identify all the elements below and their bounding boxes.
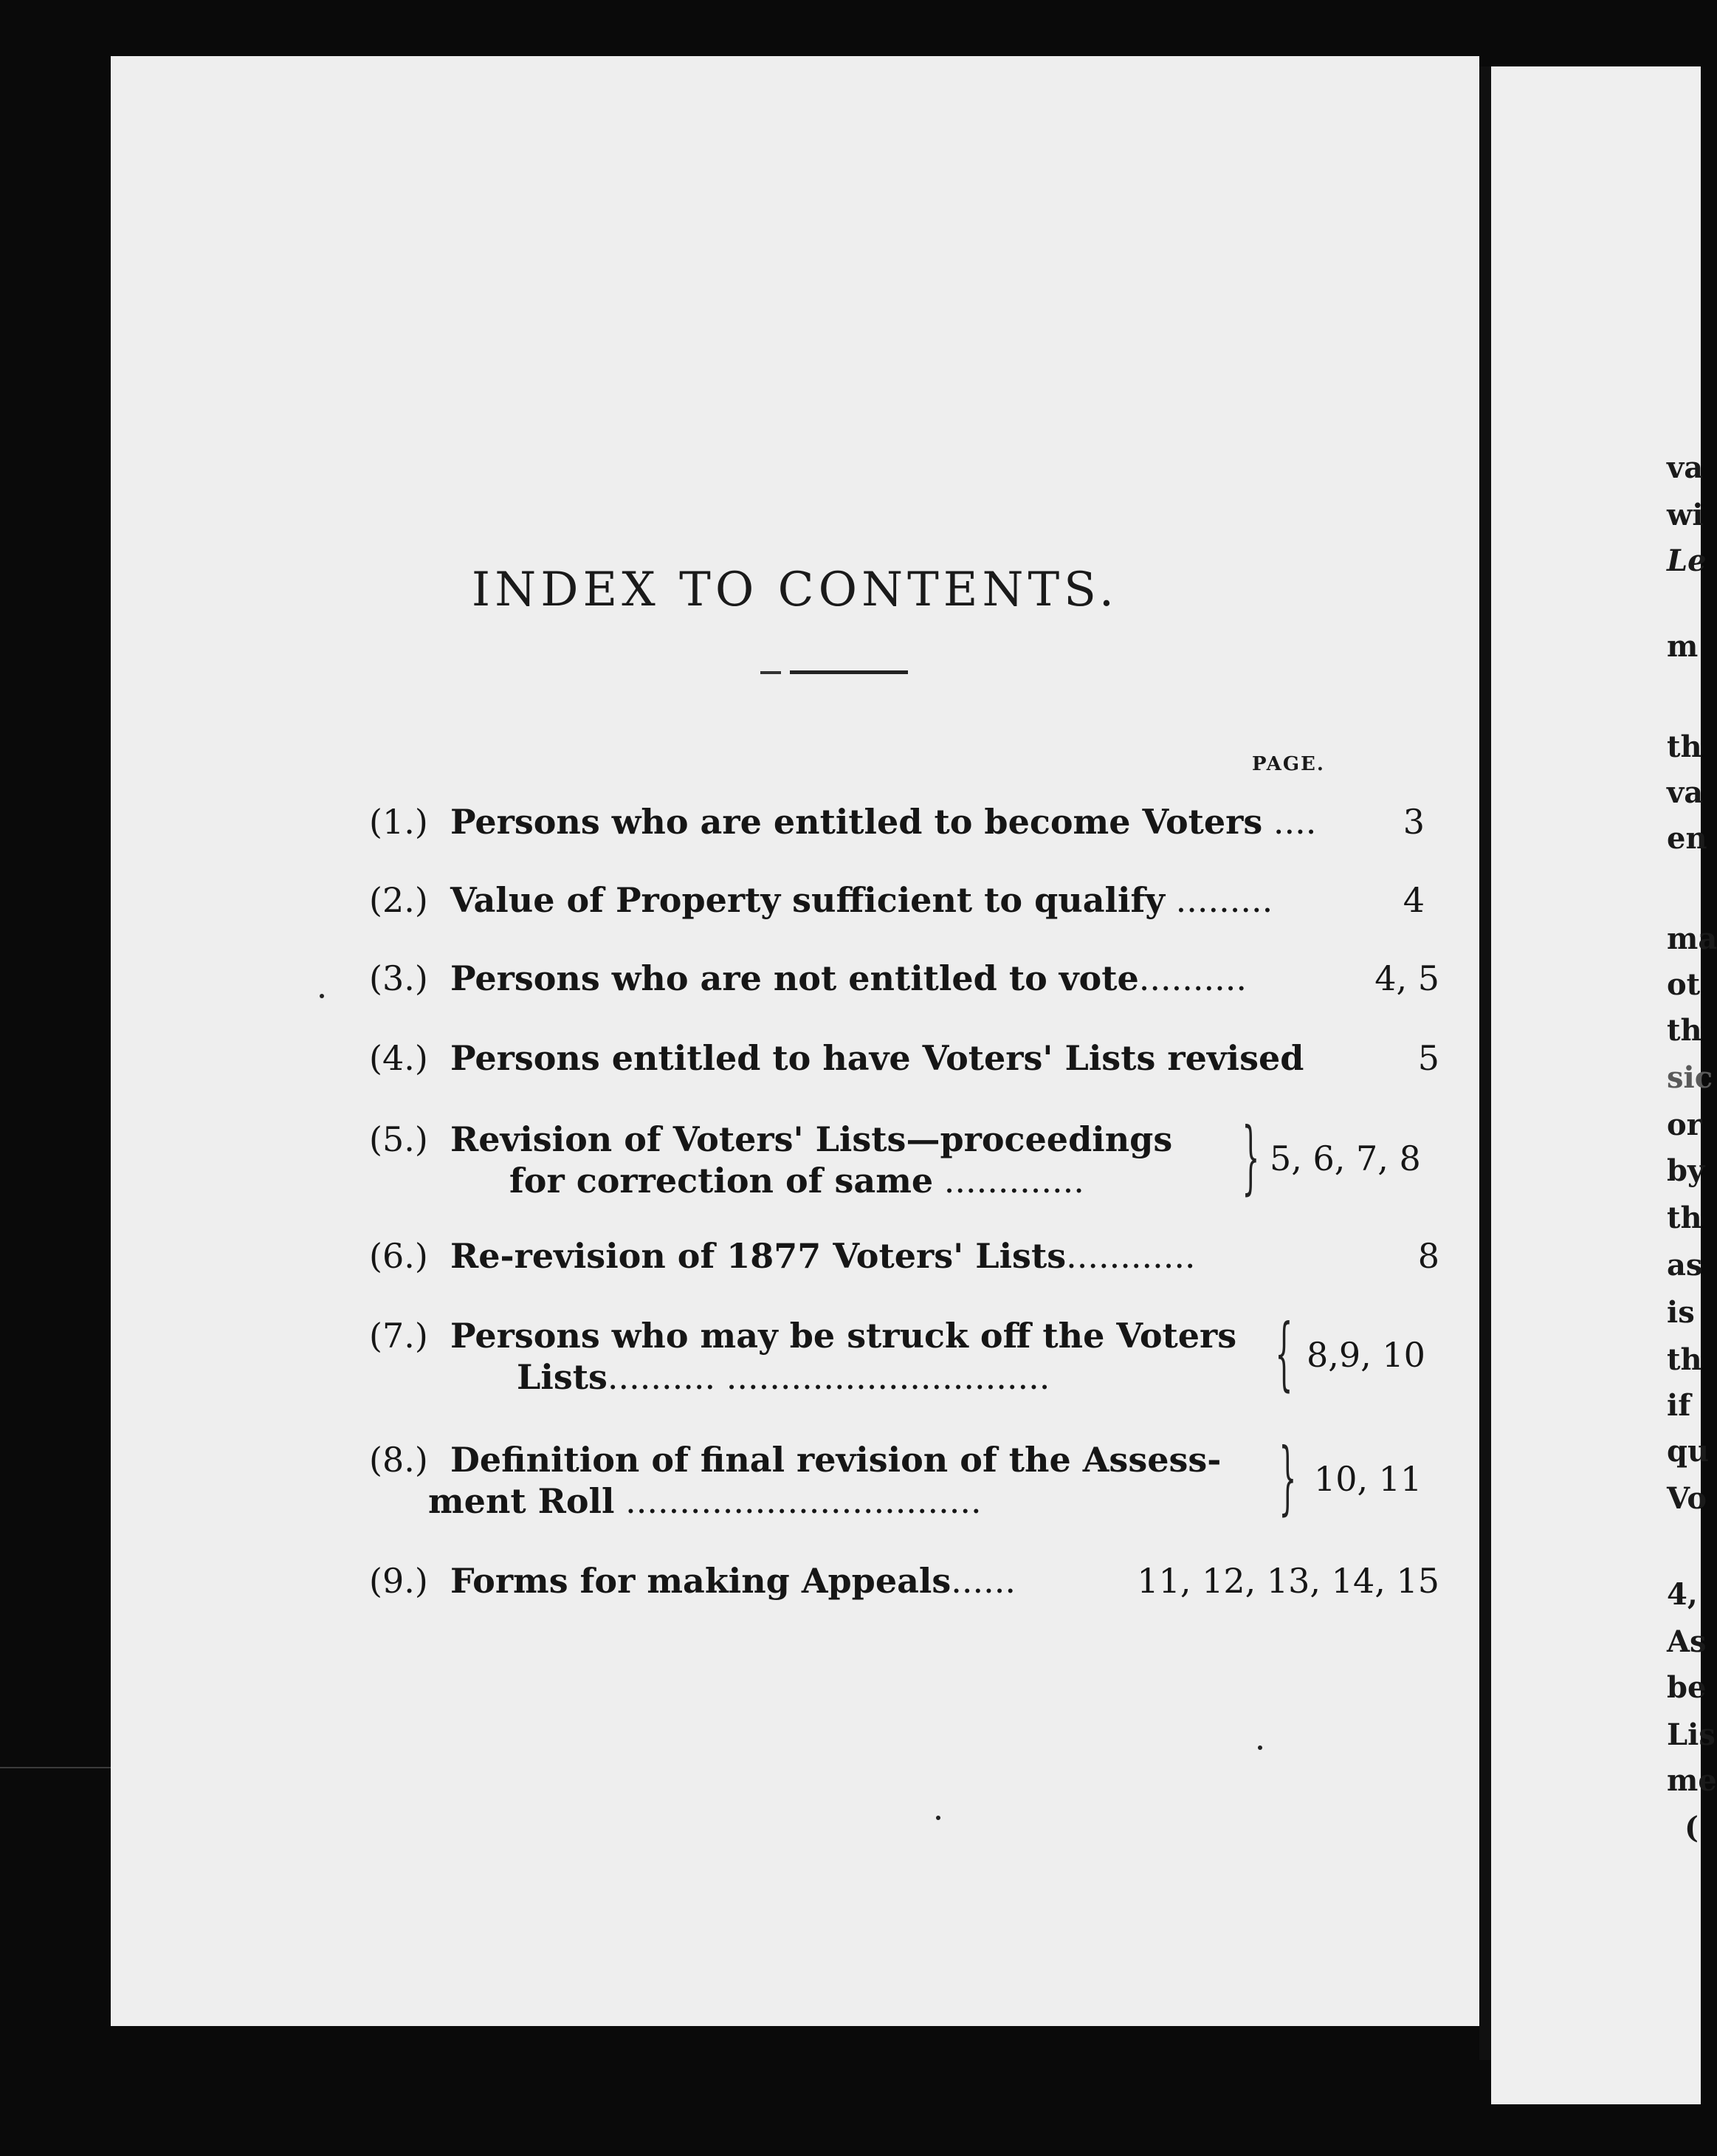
left-page [111,56,1479,2026]
right-page-fragment [1491,66,1717,2104]
entry-number: (3.) [369,958,428,998]
entry-text: Value of Property sufficient to qualify [450,880,1165,920]
entry-number: (5.) [369,1119,428,1159]
entry-text: Persons who are not entitled to vote [450,958,1139,998]
entry-pages: 4 [1403,880,1425,920]
entry-line-2 [509,1161,1084,1201]
fragment-text: th [1667,1013,1702,1048]
entry-text-line-2: Lists [517,1357,608,1397]
entry-text [450,1119,1172,1159]
fragment-text: Lis [1667,1717,1716,1752]
fragment-text: or [1667,1108,1702,1142]
brace: } [1242,1111,1260,1204]
toc-entry-8 [369,1432,1439,1528]
speck [320,994,324,998]
fragment-text: is [1667,1295,1695,1330]
fragment-text: th [1667,1201,1702,1235]
entry-text-line-1: Definition of final revision of the Assess- [450,1440,1222,1480]
entry-number: (9.) [369,1561,428,1601]
fragment-text: qu [1667,1434,1710,1469]
entry-number: (4.) [369,1038,428,1078]
fragment-text: As [1667,1624,1707,1659]
entry-pages: 8,9, 10 [1307,1335,1425,1375]
fragment-text: Le [1667,543,1707,578]
entry-line-2 [517,1357,1050,1397]
speck [1258,1745,1262,1750]
entry-text-line-2: for correction of same [509,1161,934,1201]
fragment-text: ot [1667,967,1701,1002]
fragment-text: ma [1667,921,1717,956]
dot-leader: ...... [951,1561,1016,1601]
entry-line [450,880,1273,920]
brace: { [1275,1308,1293,1400]
entry-line [450,1561,1016,1601]
entry-text-line-2: ment Roll [428,1481,615,1521]
entry-number: (8.) [369,1440,428,1480]
entry-text: Persons who are entitled to become Voters [450,802,1263,842]
toc-entry-1 [369,802,1439,846]
fragment-text: ( [1685,1810,1699,1845]
fragment-text: sic [1667,1060,1713,1095]
toc-entry-7 [369,1308,1439,1404]
entry-text [450,1440,1221,1480]
page-column-header: PAGE. [1252,753,1325,775]
toc-entry-5 [369,1111,1439,1208]
entry-line-2 [428,1481,982,1521]
entry-text-line-1: Revision of Voters' Lists—proceedings [450,1119,1173,1159]
entry-text: Persons entitled to have Voters' Lists revised [450,1038,1304,1078]
entry-pages: 5, 6, 7, 8 [1270,1139,1421,1178]
fragment-text: th [1667,1342,1702,1377]
entry-pages: 10, 11 [1314,1459,1422,1499]
toc-entry-2 [369,880,1439,924]
title-rule [790,670,908,674]
entry-line [450,1038,1304,1078]
fragment-text: if [1667,1388,1691,1423]
entry-line [450,958,1247,998]
entry-pages: 3 [1403,802,1425,842]
dot-leader: .... [1262,802,1317,842]
fragment-text: Vo [1667,1481,1707,1516]
fragment-text: 4, [1667,1577,1698,1612]
speck [936,1816,940,1820]
dot-leader: ......... [1164,880,1273,920]
toc-entry-6 [369,1236,1439,1280]
fragment-text: va [1667,775,1704,810]
dot-leader: ............ [1066,1236,1196,1276]
entry-text [450,1316,1236,1356]
entry-number: (6.) [369,1236,428,1276]
fragment-text: me [1667,1763,1717,1798]
fragment-text: by [1667,1153,1705,1188]
entry-line [450,1236,1196,1276]
fragment-text: as [1667,1248,1703,1283]
entry-line [450,802,1316,842]
entry-number: (1.) [369,802,428,842]
fragment-text: va [1667,450,1704,485]
entry-pages: 11, 12, 13, 14, 15 [1137,1561,1439,1601]
dot-leader: .......... .............................. [607,1357,1050,1397]
entry-pages: 8 [1417,1236,1439,1276]
fragment-text: en [1667,821,1707,856]
toc-entry-3 [369,958,1439,1003]
entry-pages: 4, 5 [1374,958,1439,998]
entry-text-line-1: Persons who may be struck off the Voters [450,1316,1237,1356]
page-title: INDEX TO CONTENTS. [471,563,1119,617]
entry-number: (2.) [369,880,428,920]
binding-gutter [1479,66,1491,2060]
dot-leader: ................................. [614,1481,982,1521]
dot-leader: .......... [1138,958,1247,998]
brace: } [1279,1432,1297,1524]
fragment-text: m [1667,629,1699,664]
bleed-through-text [421,270,1307,337]
title-rule-dash [760,671,781,674]
fragment-text: wi [1667,498,1704,532]
fragment-text: be [1667,1670,1707,1705]
entry-text: Re-revision of 1877 Voters' Lists [450,1236,1067,1276]
entry-number: (7.) [369,1316,428,1356]
fragment-text: th [1667,729,1702,764]
toc-entry-9 [369,1561,1439,1605]
entry-text: Forms for making Appeals [450,1561,952,1601]
toc-entry-4 [369,1038,1439,1082]
dot-leader: ............. [933,1161,1084,1201]
entry-pages: 5 [1417,1038,1439,1078]
